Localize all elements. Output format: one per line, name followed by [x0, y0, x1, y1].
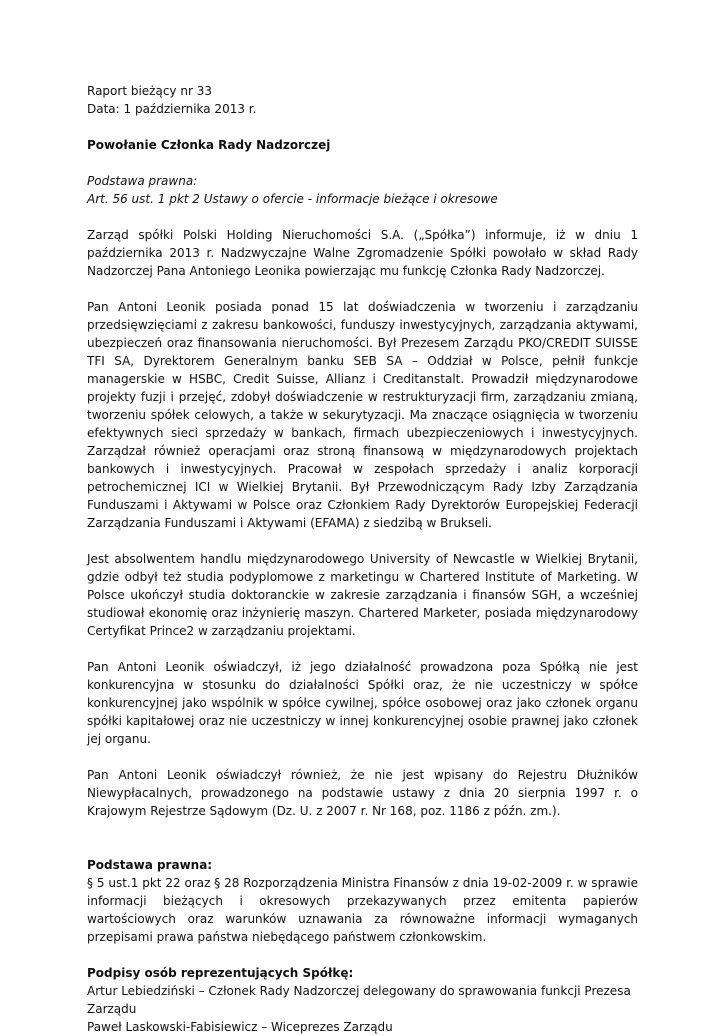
report-date: Data: 1 października 2013 r. — [87, 102, 257, 116]
report-title: Powołanie Członka Rady Nadzorczej — [87, 138, 331, 152]
paragraph-experience: Pan Antoni Leonik posiada ponad 15 lat doświadczenia w tworzeniu i zarządzaniu przedsięwzięciami z zakresu bankowości, funduszy inwestycyjnych, zarządzania aktywami, ubezpieczeń oraz finansowania nieruchomości. Był Prezesem Zarządu PKO/CREDIT SUISSE TFI SA, Dyrektorem Generalnym banku SEB SA – Oddział w Polsce, pełnił funkcje managerskie w HSBC, Credit Suisse, Allianz i Creditanstalt. Prowadził międzynarodowe projekty fuzji i przejęć, zdobył doświadczenie w restrukturyzacji firm, zarządzaniu zmianą, tworzeniu spółek celowych, a także w sekurytyzacji. Ma znaczące osiągnięcia w tworzeniu efektywnych sieci sprzedaży w bankach, firmach ubezpieczeniowych i inwestycyjnych. Zarządzał również operacjami oraz stroną finansową w międzynarodowych projektach bankowych i inwestycyjnych. Pracował w zespołach sprzedaży i analiz korporacji petrochemicznej ICI w Wielkiej Brytanii. Był Przewodniczącym Rady Izby Zarządzania Funduszami i Aktywami w Polsce oraz Członkiem Rady Dyrektorów Europejskiej Federacji Zarządzania Funduszami i Aktywami (EFAMA) z siedzibą w Brukseli. — [87, 300, 638, 530]
signatory: Paweł Laskowski-Fabisiewicz – Wiceprezes Zarządu — [87, 1020, 393, 1034]
document-content — [87, 82, 638, 1036]
signatory: Artur Lebiedziński – Członek Rady Nadzorczej delegowany do sprawowania funkcji Prezesa Zarządu — [87, 984, 631, 1016]
legal-basis-bottom-text: § 5 ust.1 pkt 22 oraz § 28 Rozporządzenia Ministra Finansów z dnia 19-02-2009 r. w sprawie informacji bieżących i okresowych przekazywanych przez emitenta papierów wartościowych oraz warunków uznawania za równoważne informacji wymaganych przepisami prawa państwa niebędącego państwem członkowskim. — [87, 876, 638, 944]
paragraph-education: Jest absolwentem handlu międzynarodowego University of Newcastle w Wielkiej Brytanii, gdzie odbył też studia podyplomowe z marketingu w Chartered Institute of Marketing. W Polsce ukończył studia doktoranckie w zakresie zarządzania i finansów SGH, a wcześniej studiował ekonomię oraz inżynierię maszyn. Chartered Marketer, posiada międzynarodowy Certyfikat Prince2 w zarządzaniu projektami. — [87, 552, 638, 638]
legal-basis-top-text: Art. 56 ust. 1 pkt 2 Ustawy o ofercie - informacje bieżące i okresowe — [87, 192, 498, 206]
signatures — [87, 964, 638, 1036]
legal-basis-top-label: Podstawa prawna: — [87, 174, 198, 188]
paragraph-non-compete: Pan Antoni Leonik oświadczył, iż jego działalność prowadzona poza Spółką nie jest konkurencyjna w stosunku do działalności Spółki oraz, że nie uczestniczy w spółce konkurencyjnej jako wspólnik w spółce cywilnej, spółce osobowej oraz jako członek organu spółki kapitałowej oraz nie uczestniczy w innej konkurencyjnej osobie prawnej jako członek jej organu. — [87, 660, 638, 746]
legal-basis-top — [87, 172, 638, 208]
paragraph-debtors-register: Pan Antoni Leonik oświadczył również, że nie jest wpisany do Rejestru Dłużników Niewypłacalnych, prowadzonego na podstawie ustawy z dnia 20 sierpnia 1997 r. o Krajowym Rejestrze Sądowym (Dz. U. z 2007 r. Nr 168, poz. 1186 z późn. zm.). — [87, 768, 638, 818]
legal-basis-bottom — [87, 856, 638, 946]
paragraph-announcement: Zarząd spółki Polski Holding Nieruchomości S.A. („Spółka”) informuje, iż w dniu 1 października 2013 r. Nadzwyczajne Walne Zgromadzenie Spółki powołało w skład Rady Nadzorczej Pana Antoniego Leonika powierzając mu funkcję Członka Rady Nadzorczej. — [87, 228, 638, 278]
legal-basis-bottom-label: Podstawa prawna: — [87, 858, 213, 872]
signatures-label: Podpisy osób reprezentujących Spółkę: — [87, 966, 354, 980]
report-number: Raport bieżący nr 33 — [87, 84, 212, 98]
report-title-block — [87, 136, 638, 154]
report-header — [87, 82, 638, 118]
